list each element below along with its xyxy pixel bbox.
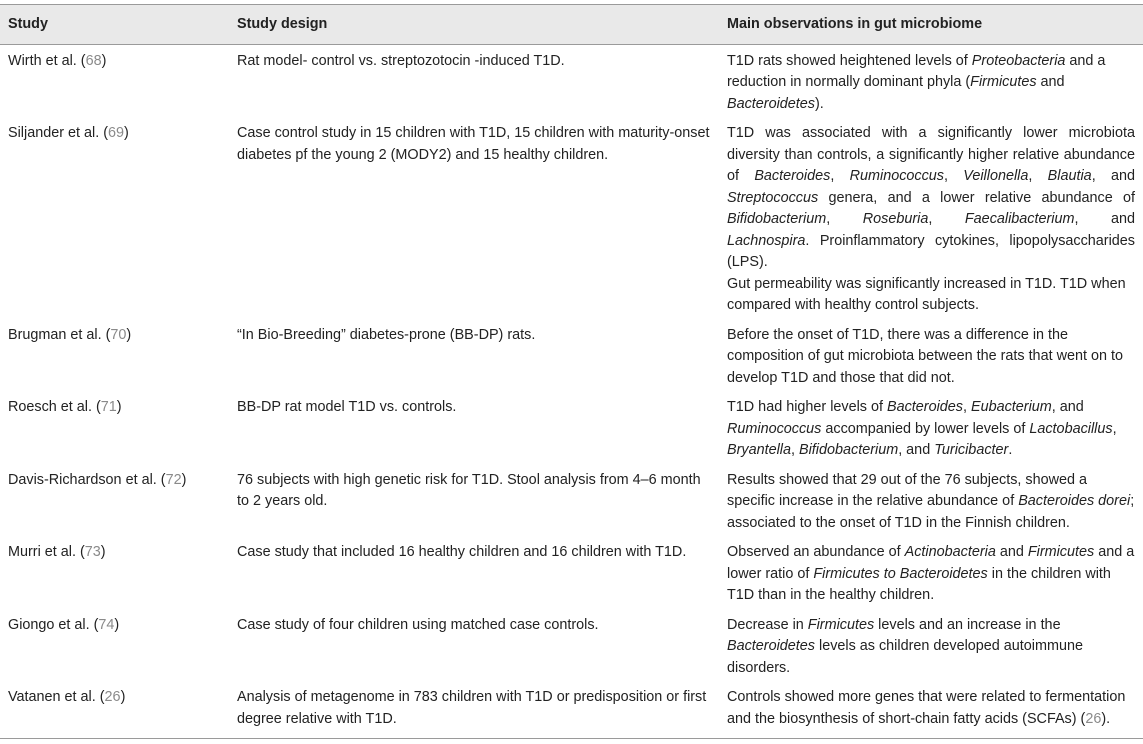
text-segment: , [830, 168, 850, 184]
taxon-name: Bifidobacterium [799, 442, 899, 458]
observations-cell [719, 117, 1143, 319]
text-segment: Before the onset of T1D, there was a difference in the composition of gut microbiota between the rats that went on to develop T1D and those that did not. [727, 326, 1123, 386]
study-cell [0, 391, 229, 464]
observations-cell [719, 464, 1143, 537]
text-segment: , [791, 442, 799, 458]
study-author: Siljander et al. ( [8, 125, 108, 141]
study-design-cell: Rat model- control vs. streptozotocin -induced T1D. [237, 52, 565, 69]
text-segment: levels and an increase in the [874, 616, 1061, 633]
text-segment: in the children with T1D than in the healthy children. [727, 565, 1111, 603]
study-author-tail: ) [101, 52, 107, 69]
taxon-name: Blautia [1047, 168, 1092, 184]
header-study: Study [0, 5, 229, 45]
reference-link[interactable]: 69 [107, 125, 124, 141]
text-segment: and a reduction in normally dominant phyla ( [727, 52, 1106, 90]
taxon-name: Ruminococcus [849, 168, 944, 184]
table-header-row [0, 5, 1143, 45]
study-cell [0, 319, 229, 392]
observations-text [727, 470, 1135, 535]
table-row [0, 44, 1143, 117]
study-author: Murri et al. ( [8, 544, 85, 560]
table-row [0, 391, 1143, 464]
taxon-name: Lactobacillus [1029, 420, 1113, 437]
text-segment: , [962, 399, 971, 415]
study-author: Davis-Richardson et al. ( [8, 471, 166, 488]
header-observations: Main observations in gut microbiome [719, 5, 1143, 45]
text-segment: levels as children developed autoimmune disorders. [727, 638, 1083, 676]
table-row [0, 117, 1143, 319]
table-row [0, 536, 1143, 609]
text-segment: T1D was associated with a significantly lower microbiota diversity than controls, a significantly higher relative abundance of [727, 125, 1135, 184]
observations-cell [719, 536, 1143, 609]
observations-cell [719, 681, 1143, 739]
study-cell [0, 536, 229, 609]
header-study-design: Study design [229, 5, 719, 45]
text-segment: . [1008, 442, 1013, 458]
study-cell [0, 117, 229, 319]
reference-link[interactable]: 74 [98, 616, 115, 633]
study-design-cell: Case study of four children using matched case controls. [237, 616, 599, 633]
text-segment: , and [898, 442, 935, 458]
study-design-cell: Analysis of metagenome in 783 children with T1D or predisposition or first degree relative with T1D. [229, 681, 719, 739]
text-segment: ; associated to the onset of T1D in the Finnish children. [727, 493, 1135, 531]
text-segment: ). [1101, 710, 1111, 727]
reference-link[interactable]: 73 [84, 544, 101, 560]
text-segment: and a lower ratio of [727, 544, 1135, 582]
reference-link[interactable]: 26 [1085, 710, 1102, 727]
taxon-name: Actinobacteria [904, 544, 996, 560]
taxon-name: Eubacterium [970, 399, 1052, 415]
text-segment: , [928, 211, 965, 227]
taxon-name: Bacteroides [886, 399, 963, 415]
taxon-name: Turicibacter [934, 442, 1009, 458]
taxon-name: Bifidobacterium [727, 211, 827, 227]
study-author: Vatanen et al. ( [8, 689, 105, 705]
study-cell [0, 44, 229, 117]
text-segment: , [1028, 168, 1048, 184]
study-author-tail: ) [100, 544, 106, 560]
text-segment: and [1036, 74, 1065, 90]
observations-cell [719, 319, 1143, 392]
study-author-tail: ) [120, 689, 126, 705]
taxon-name: Streptococcus [727, 189, 819, 206]
observations-text [727, 325, 1135, 390]
text-segment: Results showed that 29 out of the 76 subjects, showed a specific increase in the relative abundance of [727, 471, 1087, 509]
taxon-name: Bacteroides dorei [1018, 493, 1131, 509]
text-segment: , [826, 211, 863, 227]
study-author-tail: ) [114, 616, 120, 633]
text-segment: Controls showed more genes that were related to fermentation and the biosynthesis of short-chain fatty acids (SCFAs) ( [727, 689, 1126, 727]
study-cell [0, 464, 229, 537]
text-segment: Decrease in [727, 616, 808, 633]
table-row [0, 319, 1143, 392]
reference-link[interactable]: 68 [85, 52, 102, 69]
observations-cell [719, 44, 1143, 117]
taxon-name: Ruminococcus [727, 420, 822, 437]
text-segment: , and [1074, 211, 1136, 227]
text-segment: , and [1091, 168, 1135, 184]
study-author: Giongo et al. ( [8, 616, 99, 633]
study-author-tail: ) [124, 125, 129, 141]
taxon-name: Bryantella [727, 442, 791, 458]
study-cell [0, 609, 229, 682]
taxon-name: Bacteroidetes [727, 95, 815, 112]
reference-link[interactable]: 72 [165, 471, 182, 488]
text-segment: , [944, 168, 964, 184]
taxon-name: Lachnospira [727, 232, 806, 249]
study-author-tail: ) [116, 399, 122, 415]
text-segment: , and [1051, 399, 1084, 415]
observations-text [727, 687, 1135, 730]
reference-link[interactable]: 26 [104, 689, 121, 705]
observations-text [727, 51, 1135, 116]
study-author: Roesch et al. ( [8, 399, 101, 415]
observations-text [727, 123, 1135, 274]
reference-link[interactable]: 70 [110, 326, 127, 343]
text-segment: T1D rats showed heightened levels of [727, 52, 972, 69]
taxon-name: Firmicutes [970, 74, 1037, 90]
microbiome-studies-table [0, 4, 1143, 739]
study-design-cell: BB-DP rat model T1D vs. controls. [237, 399, 457, 415]
study-author-tail: ) [181, 471, 187, 488]
taxon-name: Veillonella [963, 168, 1029, 184]
study-cell [0, 681, 229, 739]
text-segment: Observed an abundance of [727, 544, 905, 560]
study-design-cell: Case control study in 15 children with T1D, 15 children with maturity-onset diabetes pf the young 2 (MODY2) and 15 healthy children. [237, 125, 710, 163]
text-segment: . Proinflammatory cytokines, lipopolysaccharides (LPS). [727, 232, 1135, 270]
study-author: Wirth et al. ( [8, 52, 86, 69]
table-row [0, 609, 1143, 682]
text-segment: and [995, 544, 1028, 560]
observations-cell [719, 391, 1143, 464]
table-row [0, 681, 1143, 739]
taxon-name: Proteobacteria [971, 52, 1066, 69]
observations-text [727, 397, 1135, 462]
text-segment: T1D had higher levels of [727, 399, 887, 415]
text-segment: genera, and a lower relative abundance of [818, 189, 1135, 206]
study-design-cell: “In Bio-Breeding” diabetes-prone (BB-DP) rats. [237, 326, 536, 343]
study-author-tail: ) [126, 326, 132, 343]
taxon-name: Firmicutes [807, 616, 875, 633]
observations-text [727, 542, 1135, 607]
text-segment: , [1112, 420, 1117, 437]
taxon-name: Bacteroides [754, 168, 831, 184]
taxon-name: Roseburia [862, 211, 929, 227]
taxon-name: Bacteroidetes [727, 638, 815, 654]
observations-text [727, 615, 1135, 680]
reference-link[interactable]: 71 [100, 399, 117, 415]
text-segment: accompanied by lower levels of [821, 420, 1030, 437]
study-design-cell: 76 subjects with high genetic risk for T1D. Stool analysis from 4–6 month to 2 years old. [237, 471, 701, 509]
study-author: Brugman et al. ( [8, 326, 111, 343]
study-design-cell: Case study that included 16 healthy children and 16 children with T1D. [237, 544, 687, 560]
table-row [0, 464, 1143, 537]
observations-text-extra: Gut permeability was significantly increased in T1D. T1D when compared with healthy control subjects. [727, 275, 1126, 313]
observations-cell [719, 609, 1143, 682]
taxon-name: Faecalibacterium [964, 211, 1075, 227]
text-segment: ). [815, 95, 824, 112]
taxon-name: Firmicutes to Bacteroidetes [813, 565, 988, 582]
taxon-name: Firmicutes [1027, 544, 1095, 560]
